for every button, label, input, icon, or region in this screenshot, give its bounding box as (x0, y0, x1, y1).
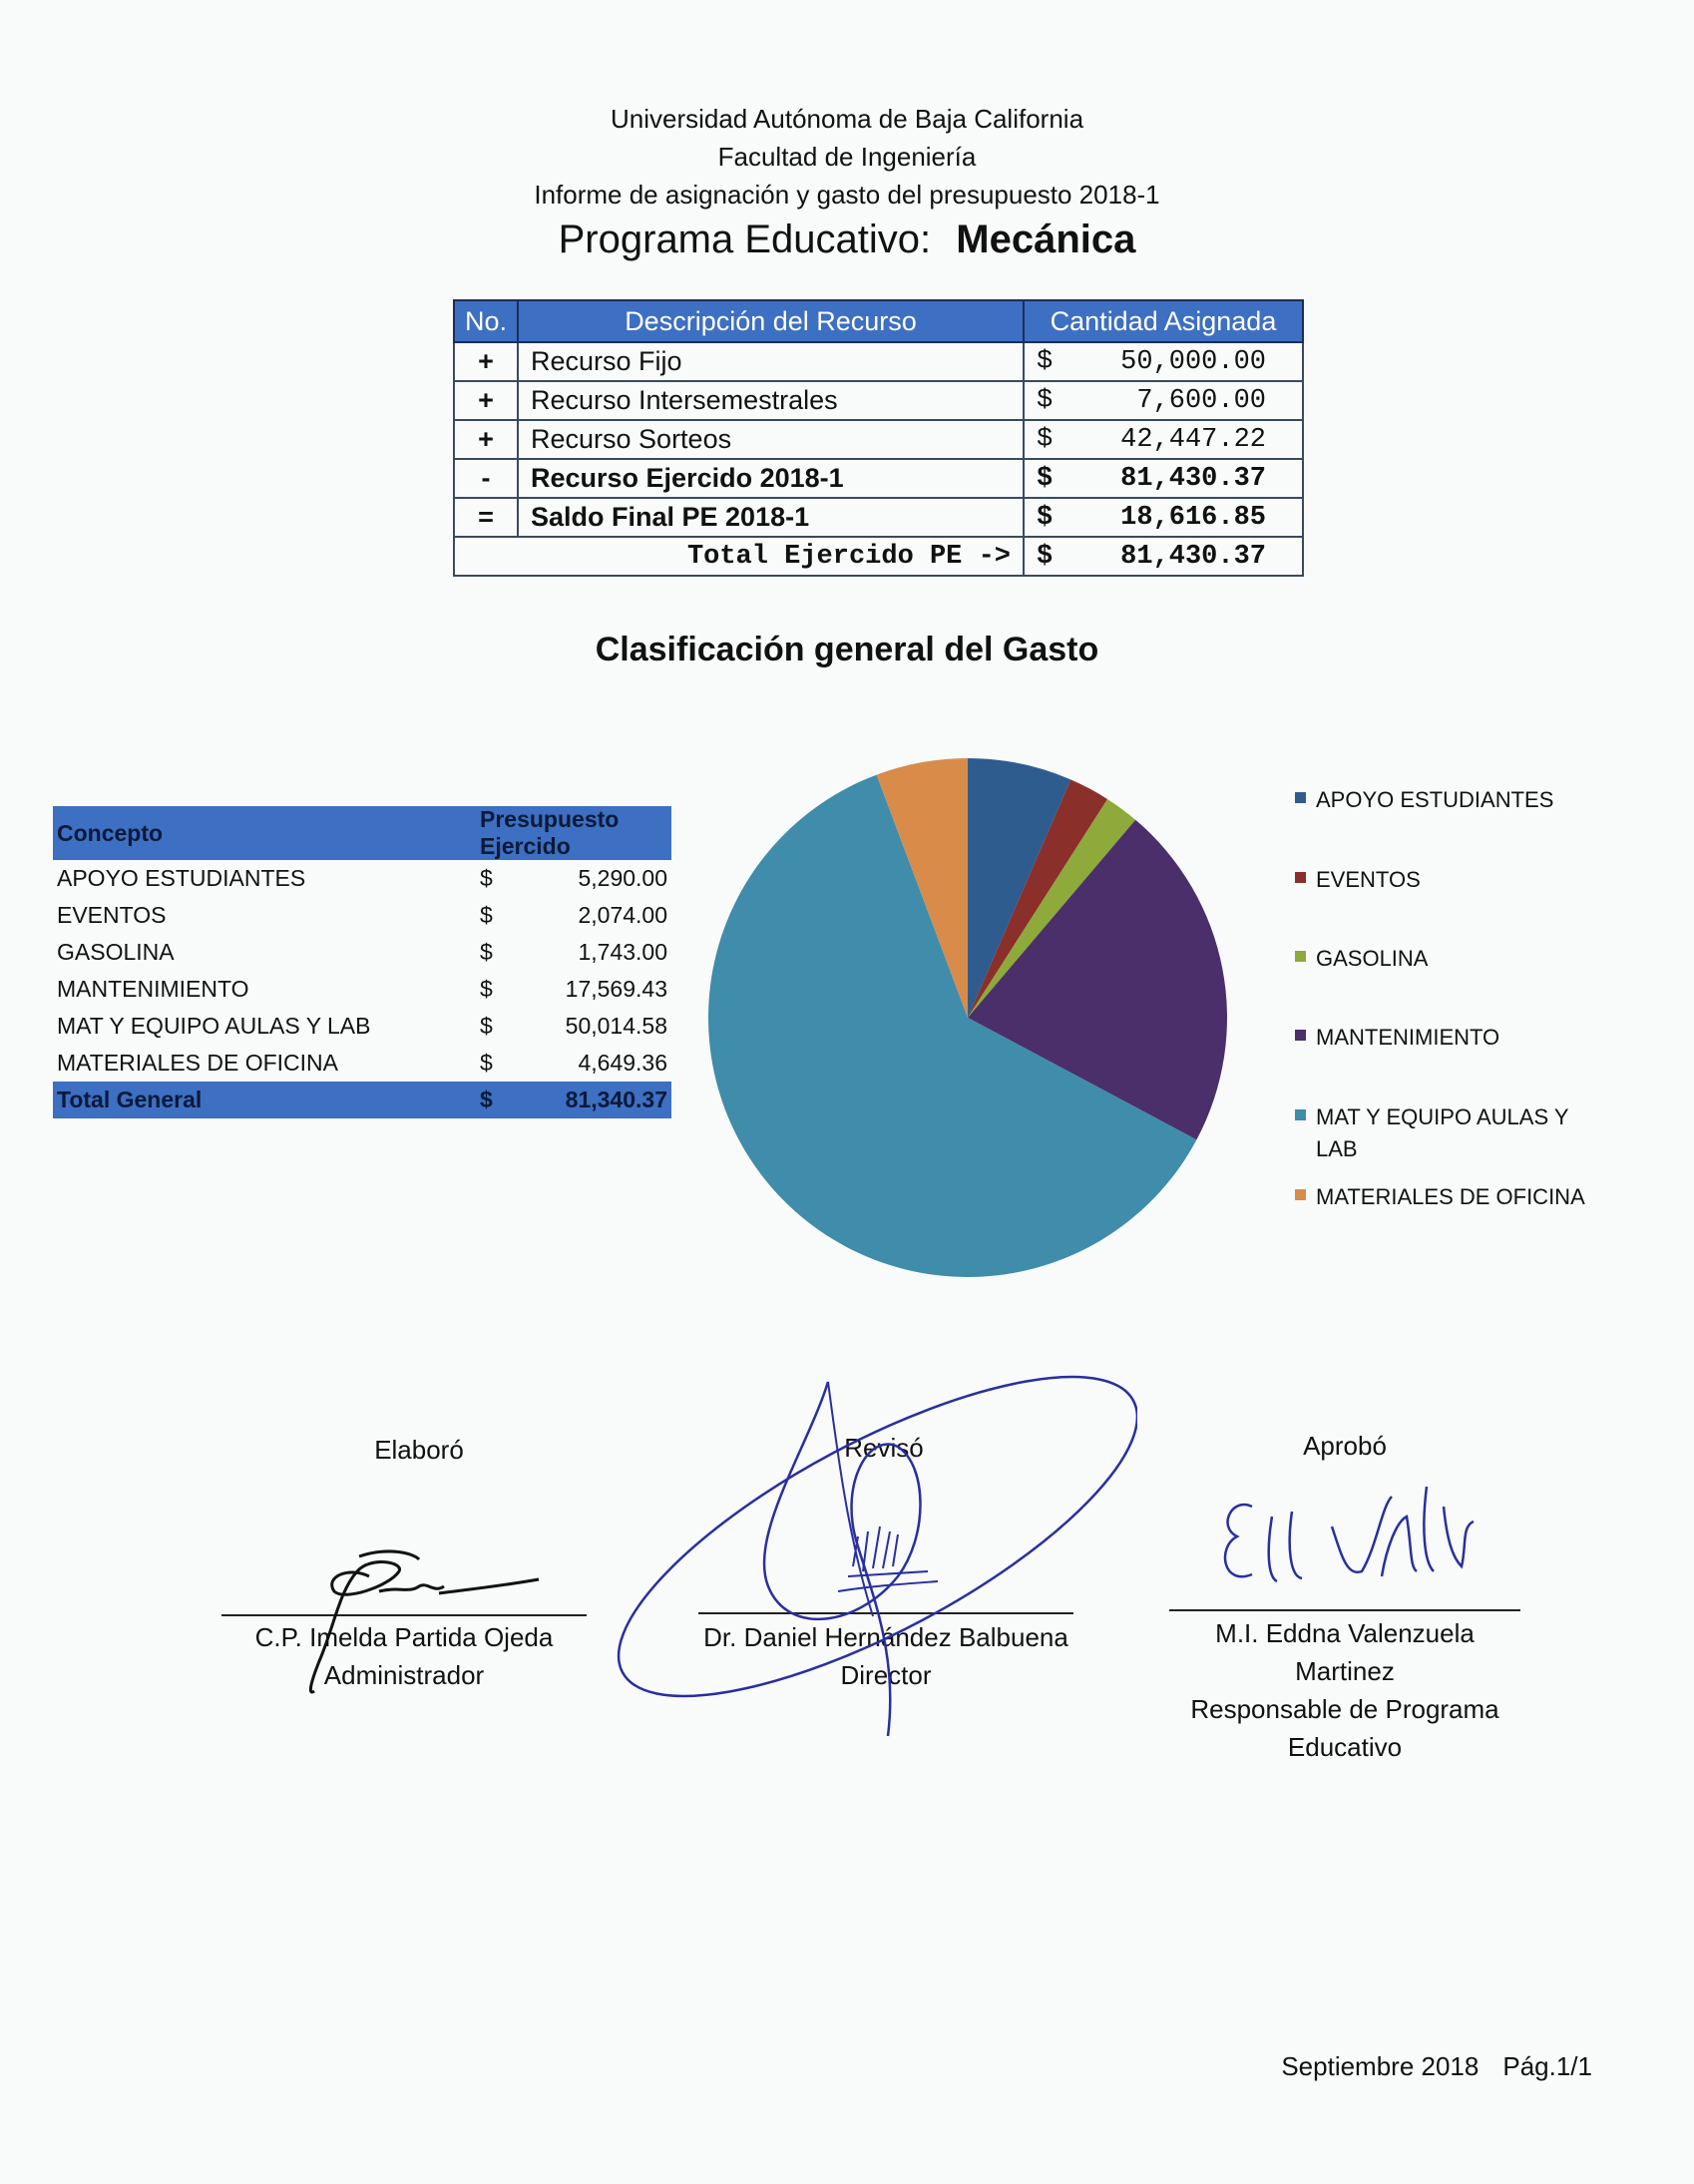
currency-sign: $ (1037, 502, 1054, 533)
concept-name: MANTENIMIENTO (57, 976, 249, 1002)
currency-sign: $ (1037, 541, 1054, 572)
table-row (454, 381, 1303, 420)
legend-item (1295, 943, 1605, 975)
legend-label: MANTENIMIENTO (1316, 1025, 1500, 1050)
currency-sign: $ (1037, 424, 1054, 455)
program-heading (0, 212, 1694, 267)
row-amount (1024, 381, 1303, 420)
currency-sign: $ (480, 1013, 493, 1039)
concept-table (53, 806, 671, 1118)
row-description: Recurso Sorteos (518, 420, 1024, 459)
row-description: Recurso Ejercido 2018-1 (518, 459, 1024, 498)
row-symbol: + (454, 381, 518, 420)
table-row (53, 971, 671, 1008)
page-number: Pág.1/1 (1502, 2051, 1592, 2081)
amount-value: 42,447.22 (1120, 424, 1266, 455)
university-name: Universidad Autónoma de Baja California (610, 104, 1084, 134)
signatory-role: Educativo (1287, 1732, 1403, 1762)
total-row (454, 537, 1303, 576)
currency-sign: $ (480, 1050, 493, 1076)
table-row (53, 1045, 671, 1082)
table-row (454, 342, 1303, 381)
total-label: Total General (53, 1082, 476, 1118)
legend-label: APOYO ESTUDIANTES (1316, 787, 1554, 812)
currency-sign: $ (1037, 385, 1054, 416)
concept-value: 5,290.00 (578, 865, 667, 891)
row-amount (1024, 420, 1303, 459)
currency-sign: $ (1037, 463, 1054, 494)
concept-value: 2,074.00 (578, 902, 667, 928)
currency-sign: $ (480, 976, 493, 1002)
signatory-role: Director (840, 1660, 932, 1690)
amount-value: 81,430.37 (1120, 463, 1266, 494)
col-header-description: Descripción del Recurso (518, 300, 1024, 342)
budget-table-header (454, 300, 1303, 342)
concept-value: 17,569.43 (565, 976, 667, 1002)
table-row (53, 860, 671, 897)
col-header-amount: Cantidad Asignada (1024, 300, 1303, 342)
pie-slices (708, 758, 1227, 1277)
table-row (53, 897, 671, 934)
aprobo-signatory (1157, 1614, 1532, 1766)
currency-sign: $ (476, 1082, 514, 1118)
concept-value: 50,014.58 (565, 1013, 667, 1039)
total-row (53, 1082, 671, 1118)
aprobo-signature-drawing (1212, 1467, 1491, 1616)
program-name: Mecánica (956, 218, 1136, 261)
legend-item (1295, 1181, 1605, 1213)
signatory-name: Dr. Daniel Hernández Balbuena (703, 1622, 1068, 1652)
row-amount (1024, 342, 1303, 381)
concept-name: MATERIALES DE OFICINA (57, 1050, 339, 1076)
currency-sign: $ (1037, 346, 1054, 377)
row-amount (1024, 459, 1303, 498)
legend-item (1295, 784, 1605, 816)
legend-label: GASOLINA (1316, 946, 1429, 971)
legend-label: MAT Y EQUIPO AULAS Y LAB (1316, 1104, 1569, 1161)
legend-item (1295, 1101, 1605, 1165)
concept-value: 4,649.36 (578, 1050, 667, 1076)
concept-name: GASOLINA (57, 939, 175, 965)
program-label: Programa Educativo: (558, 218, 932, 261)
legend-swatch (1295, 1189, 1306, 1200)
reviso-signature-drawing (599, 1337, 1137, 1756)
amount-value: 18,616.85 (1120, 502, 1266, 533)
row-symbol: - (454, 459, 518, 498)
legend-item (1295, 864, 1605, 896)
table-row (53, 934, 671, 971)
budget-table (453, 299, 1304, 577)
concept-value: 1,743.00 (578, 939, 667, 965)
currency-sign: $ (480, 939, 493, 965)
currency-sign: $ (480, 865, 493, 891)
row-symbol: = (454, 498, 518, 537)
signatory-name: M.I. Eddna Valenzuela (1215, 1618, 1475, 1648)
legend-swatch (1295, 1109, 1306, 1120)
row-description: Recurso Fijo (518, 342, 1024, 381)
legend-swatch (1295, 872, 1306, 883)
row-description: Saldo Final PE 2018-1 (518, 498, 1024, 537)
currency-sign: $ (480, 902, 493, 928)
total-amount (1024, 537, 1303, 576)
legend-label: MATERIALES DE OFICINA (1316, 1184, 1585, 1209)
amount-value: 81,430.37 (1120, 541, 1266, 572)
aprobo-title: Aprobó (1303, 1431, 1387, 1461)
table-row (454, 420, 1303, 459)
total-label: Total Ejercido PE -> (454, 537, 1024, 576)
faculty-name: Facultad de Ingeniería (717, 142, 977, 172)
concept-name: APOYO ESTUDIANTES (57, 865, 306, 891)
table-row (454, 498, 1303, 537)
legend-item (1295, 1022, 1605, 1054)
concept-name: MAT Y EQUIPO AULAS Y LAB (57, 1013, 371, 1039)
row-description: Recurso Intersemestrales (518, 381, 1024, 420)
signatory-role: Administrador (323, 1660, 485, 1690)
total-value: 81,340.37 (514, 1082, 671, 1118)
row-symbol: + (454, 342, 518, 381)
report-title: Informe de asignación y gasto del presupuesto 2018-1 (534, 180, 1160, 210)
row-amount (1024, 498, 1303, 537)
legend-swatch (1295, 1030, 1306, 1041)
elaboro-signature-drawing (239, 1531, 559, 1701)
col-header-budget: Presupuesto Ejercido (476, 806, 671, 860)
section-title: Clasificación general del Gasto (595, 631, 1099, 668)
col-header-no: No. (454, 300, 518, 342)
reviso-title: Revisó (844, 1433, 924, 1463)
signatory-name: C.P. Imelda Partida Ojeda (254, 1622, 554, 1652)
amount-value: 7,600.00 (1136, 385, 1266, 416)
row-symbol: + (454, 420, 518, 459)
table-row (53, 1008, 671, 1045)
expense-pie-chart (698, 748, 1237, 1287)
footer-date: Septiembre 2018 (1281, 2051, 1480, 2081)
signatory-name: Martinez (1295, 1656, 1395, 1686)
legend-swatch (1295, 792, 1306, 803)
table-row (454, 459, 1303, 498)
legend-swatch (1295, 951, 1306, 962)
col-header-concept: Concepto (53, 806, 476, 860)
amount-value: 50,000.00 (1120, 346, 1266, 377)
concept-table-header (53, 806, 671, 860)
page-footer (1257, 2051, 1592, 2082)
legend-label: EVENTOS (1316, 867, 1421, 892)
signatory-role: Responsable de Programa (1190, 1694, 1499, 1724)
elaboro-title: Elaboró (374, 1435, 464, 1465)
concept-name: EVENTOS (57, 902, 167, 928)
